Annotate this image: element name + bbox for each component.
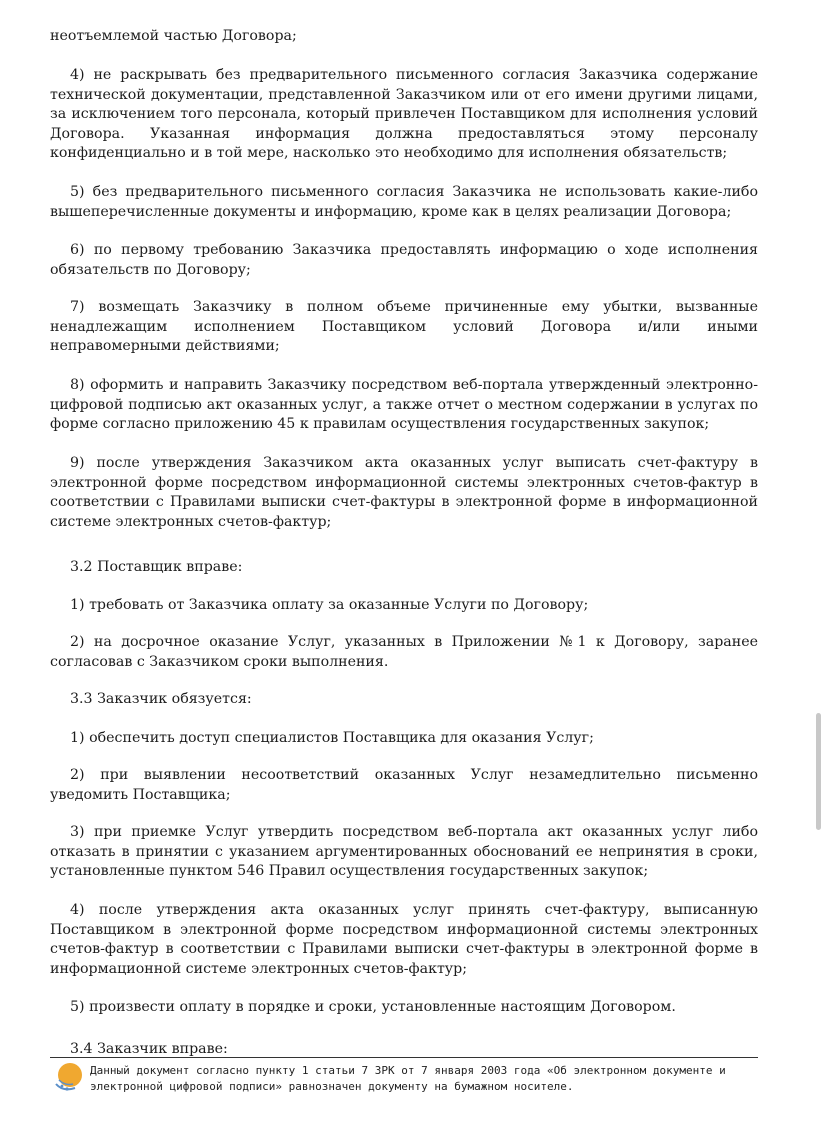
paragraph-3-3-item-5: 5) произвести оплату в порядке и сроки, установленные настоящим Договором. — [70, 999, 676, 1015]
paragraph-3-3-item-1: 1) обеспечить доступ специалистов Поставщика для оказания Услуг; — [70, 730, 594, 746]
paragraph-3-2-item-2: 2) на досрочное оказание Услуг, указанных в Приложении №1 к Договору, заранее согласовав с Заказчиком сроки выполнения. — [50, 634, 758, 670]
footer-legal-notice: Данный документ согласно пункту 1 статьи 7 ЗРК от 7 января 2003 года «Об электронном документе и электронной цифровой подписи» равнозначен документу на бумажном носителе. — [90, 1064, 726, 1093]
scrollbar-thumb[interactable] — [816, 713, 821, 830]
section-heading-3-4: 3.4 Заказчик вправе: — [70, 1041, 228, 1057]
paragraph-item-8: 8) оформить и направить Заказчику посредством веб-портала утвержденный электронно-цифровой подписью акт оказанных услуг, а также отчет о местном содержании в услугах по форме согласно приложению 45 к правилам осуществления государственных закупок; — [50, 377, 758, 433]
paragraph-3-3-item-2: 2) при выявлении несоответствий оказанных Услуг незамедлительно письменно уведомить Поставщика; — [50, 767, 758, 803]
paragraph-3-3-item-4: 4) после утверждения акта оказанных услуг принять счет-фактуру, выписанную Поставщиком в электронной форме посредством информационной системы электронных счетов-фактур в соответствии с Правилами выписки счет-фактуры в электронной форме в информационной системе электронных счетов-фактур; — [50, 902, 758, 977]
paragraph-item-6: 6) по первому требованию Заказчика предоставлять информацию о ходе исполнения обязательств по Договору; — [50, 242, 758, 278]
e-signature-seal-icon — [53, 1062, 87, 1092]
footer-divider — [50, 1057, 758, 1058]
section-heading-3-2: 3.2 Поставщик вправе: — [70, 559, 243, 575]
paragraph-continuation: неотъемлемой частью Договора; — [50, 28, 297, 44]
section-heading-3-3: 3.3 Заказчик обязуется: — [70, 691, 252, 707]
paragraph-item-4: 4) не раскрывать без предварительного письменного согласия Заказчика содержание технической документации, представленной Заказчиком или от его имени другими лицами, за исключением того персонала, который привлечен Поставщиком для исполнения условий Договора. Указанная информация должна предоставляться этому персоналу конфиденциально и в той мере, насколько это необходимо для исполнения обязательств; — [50, 67, 758, 162]
paragraph-item-7: 7) возмещать Заказчику в полном объеме причиненные ему убытки, вызванные ненадлежащим исполнением Поставщиком условий Договора и/или иными неправомерными действиями; — [50, 299, 758, 355]
paragraph-item-5: 5) без предварительного письменного согласия Заказчика не использовать какие-либо вышеперечисленные документы и информацию, кроме как в целях реализации Договора; — [50, 184, 758, 220]
paragraph-3-3-item-3: 3) при приемке Услуг утвердить посредством веб-портала акт оказанных услуг либо отказать в принятии с указанием аргументированных обоснований ее непринятия в сроки, установленные пунктом 546 Правил осуществления государственных закупок; — [50, 824, 758, 880]
paragraph-item-9: 9) после утверждения Заказчиком акта оказанных услуг выписать счет-фактуру в электронной форме посредством информационной системы электронных счетов-фактур в соответствии с Правилами выписки счет-фактуры в электронной форме в информационной системе электронных счетов-фактур; — [50, 455, 758, 530]
paragraph-3-2-item-1: 1) требовать от Заказчика оплату за оказанные Услуги по Договору; — [70, 597, 589, 613]
